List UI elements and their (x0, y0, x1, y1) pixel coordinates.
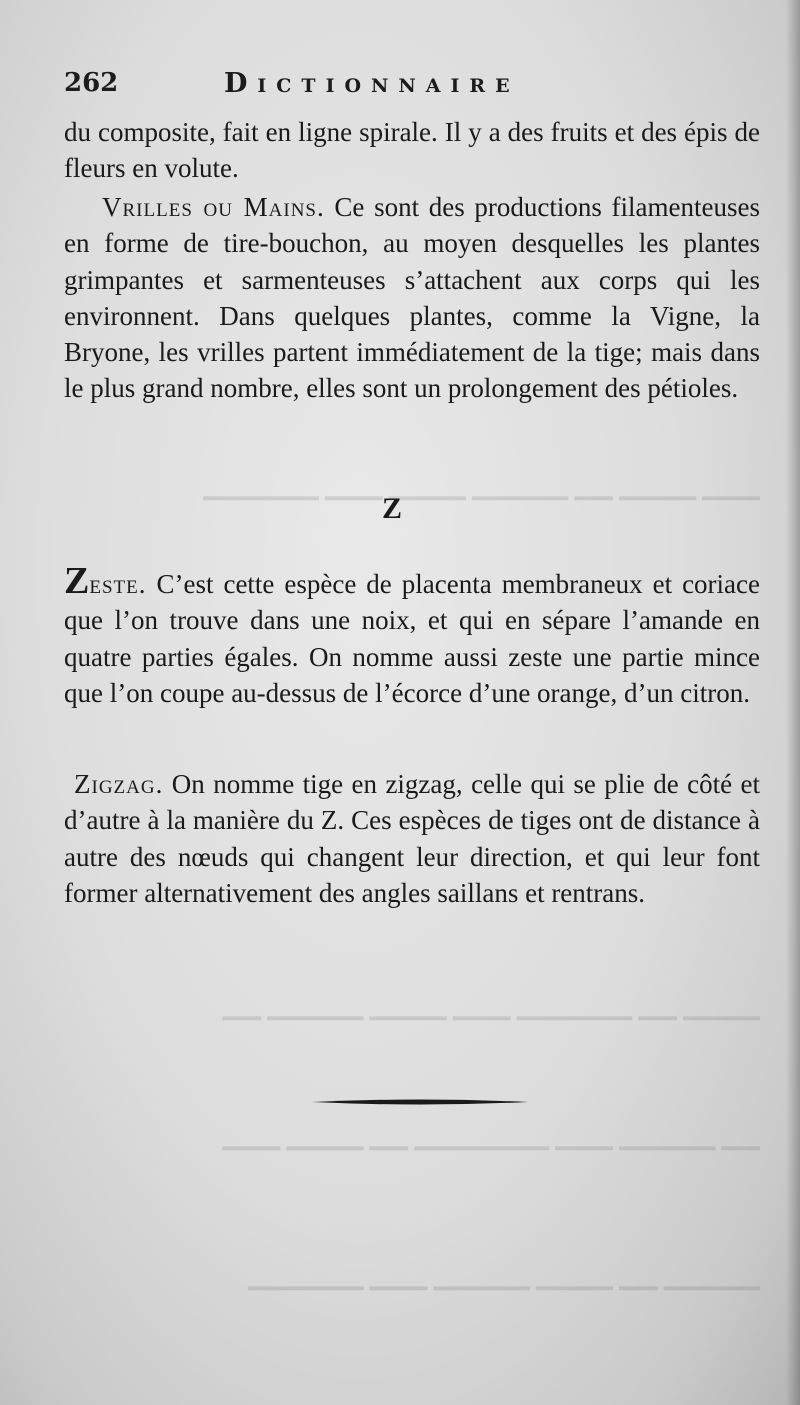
entry-body: Ce sont des productions filamenteuses en forme de tire-bouchon, au moyen desquelles les plantes grimpantes et sarmenteuses s’attachent aux corps qui les environnent. Dans quelques plantes, comme la Vigne, la Bryone, les vrilles partent immédiatement de la tige; mais dans le plus grand nombre, elles sont un prolongement des pétioles. (64, 192, 760, 404)
page-edge-shadow (786, 0, 800, 1405)
drop-cap: Z (64, 560, 90, 602)
entry-headword: Zigzag. (74, 769, 164, 799)
page-number: 262 (64, 68, 119, 98)
entry-vrilles (64, 189, 760, 407)
end-ornament-rule (312, 1098, 528, 1106)
section-letter: Z (382, 492, 403, 525)
running-title: Dictionnaire (224, 68, 520, 99)
show-through-texture: ▁▁▁▁▁ ▁▁ ▁▁▁▁ ▁▁▁▁▁ ▁▁▁ ▁▁▁▁▁▁ (248, 1263, 760, 1290)
show-through-texture: ▁▁▁ ▁▁▁▁ ▁▁ ▁▁▁▁▁ ▁▁▁▁ ▁▁▁ ▁▁▁▁▁▁ (203, 473, 760, 500)
show-through-texture: ▁▁▁▁ ▁▁ ▁▁▁▁▁▁ ▁▁▁ ▁▁▁▁ ▁▁▁▁▁ ▁▁ (222, 993, 760, 1020)
entry-zigzag (64, 766, 760, 911)
entry-zeste (64, 562, 760, 711)
paragraph-volute-continuation: du composite, fait en ligne spirale. Il y a des fruits et des épis de fleurs en volute. (64, 117, 760, 184)
entry-headword: este. (89, 569, 147, 599)
show-through-texture: ▁▁ ▁▁▁▁▁ ▁▁▁ ▁▁▁▁▁▁▁ ▁▁ ▁▁▁▁ ▁▁▁ (222, 1123, 760, 1150)
page-header (64, 68, 734, 108)
entry-headword: Vrilles ou Mains. (102, 192, 325, 222)
entry-body: C’est cette espèce de placenta membraneux et coriace que l’on trouve dans une noix, et qui en sépare l’amande en quatre parties égales. On nomme aussi zeste une partie mince que l’on coupe au-dessus de l’écorce d’une orange, d’un citron. (64, 569, 761, 708)
entry-body: On nomme tige en zigzag, celle qui se plie de côté et d’autre à la manière du Z. Ces espèces de tiges ont de distance à autre des nœuds qui changent leur direction, et qui leur font former alternativement des angles saillans et rentrans. (64, 769, 760, 908)
